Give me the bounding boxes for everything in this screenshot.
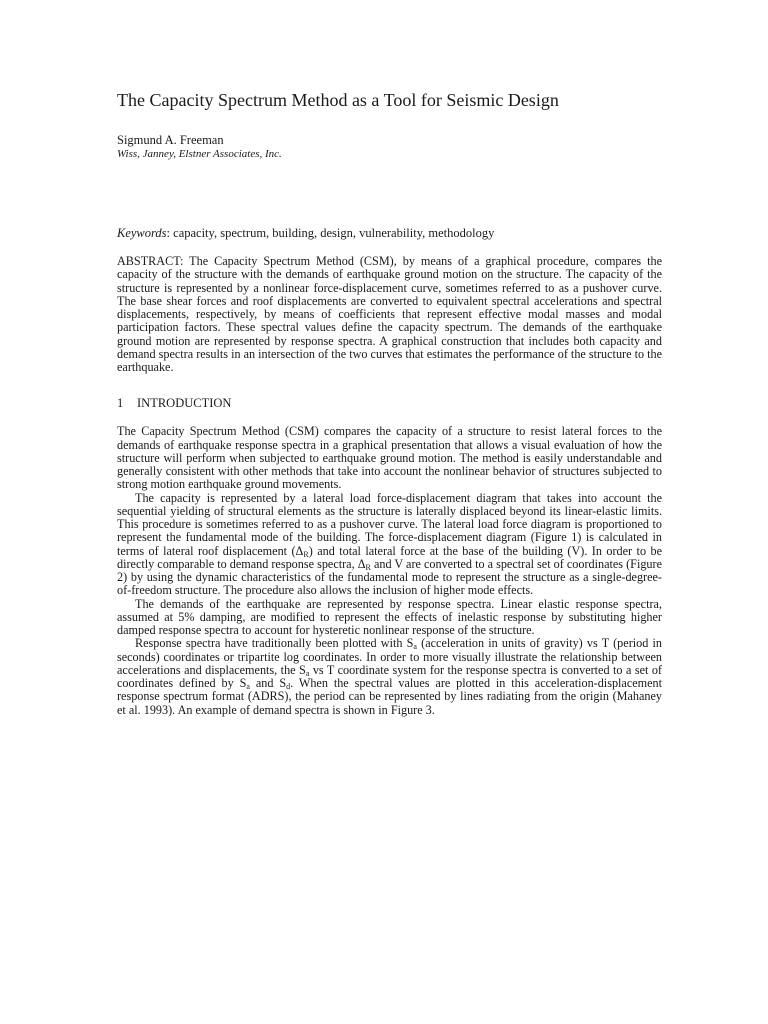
keywords-list: : capacity, spectrum, building, design, vulnerability, methodology — [166, 226, 495, 240]
section-heading — [117, 396, 662, 411]
paper-page — [117, 88, 662, 717]
section-title: INTRODUCTION — [137, 396, 232, 411]
section-body — [117, 425, 662, 717]
keywords-label: Keywords — [117, 226, 167, 240]
author-name: Sigmund A. Freeman — [117, 133, 224, 147]
paragraph-1: The Capacity Spectrum Method (CSM) compares the capacity of a structure to resist lateral forces to the demands of earthquake response spectra in a graphical presentation that allows a visual evaluation of how the structure will perform when subjected to earthquake ground motion. The method is easily understandable and generally consistent with other methods that take into account the nonlinear behavior of structures subjected to strong motion earthquake ground movements. — [117, 424, 662, 492]
paragraph-2: The capacity is represented by a lateral load force-displacement diagram that takes into account the sequential yielding of structural elements as the structure is laterally displaced beyond its linear-elastic limits. This procedure is sometimes referred to as a pushover curve. The lateral load force diagram is proportioned to represent the fundamental mode of the building. The force-displacement diagram (Figure 1) is calculated in terms of lateral roof displacement $(\Delta_R)$ and total lateral force at the base of the building (V). In order to be directly comparable to demand response spectra, $\Delta_R$ and V are converted to a spectral set of coordinates (Figure 2) by using the dynamic characteristics of the fundamental mode to represent the structure as a single-degree-of-freedom structure. The procedure also allows the inclusion of higher mode effects. — [117, 490, 662, 598]
keywords-line — [117, 226, 662, 241]
abstract: ABSTRACT: The Capacity Spectrum Method (CSM), by means of a graphical procedure, compares the capacity of the structure with the demands of earthquake ground motion on the structure. The capacity of the structure is represented by a nonlinear force-displacement curve, sometimes referred to as a pushover curve. The base shear forces and roof displacements are converted to equivalent spectral accelerations and spectral displacements, respectively, by means of coefficients that represent effective modal masses and modal participation factors. These spectral values define the capacity spectrum. The demands of the earthquake ground motion are represented by response spectra. A graphical construction that includes both capacity and demand spectra results in an intersection of the two curves that estimates the performance of the structure to the earthquake. — [117, 254, 662, 374]
section-number: 1 — [117, 396, 124, 411]
author-affiliation: Wiss, Janney, Elstner Associates, Inc. — [117, 148, 282, 160]
paragraph-4: Response spectra have traditionally been plotted with $S_a$ (acceleration in units of gravity) vs T (period in seconds) coordinates or tripartite log coordinates. In order to more visually illustrate the relationship between accelerations and displacements, the $S_a$ vs T coordinate system for the response spectra is converted to a set of coordinates defined by $S_a$ and $S_d$. When the spectral values are plotted in this acceleration-displacement response spectrum format (ADRS), the period can be represented by lines radiating from the origin (Mahaney et al. 1993). An example of demand spectra is shown in Figure 3. — [117, 636, 663, 717]
paragraph-3: The demands of the earthquake are represented by response spectra. Linear elastic response spectra, assumed at 5% damping, are modified to represent the effects of inelastic response by substituting higher damped response spectra to account for hysteretic nonlinear response of the structure. — [117, 596, 662, 637]
paper-title: The Capacity Spectrum Method as a Tool for Seismic Design — [117, 90, 559, 110]
